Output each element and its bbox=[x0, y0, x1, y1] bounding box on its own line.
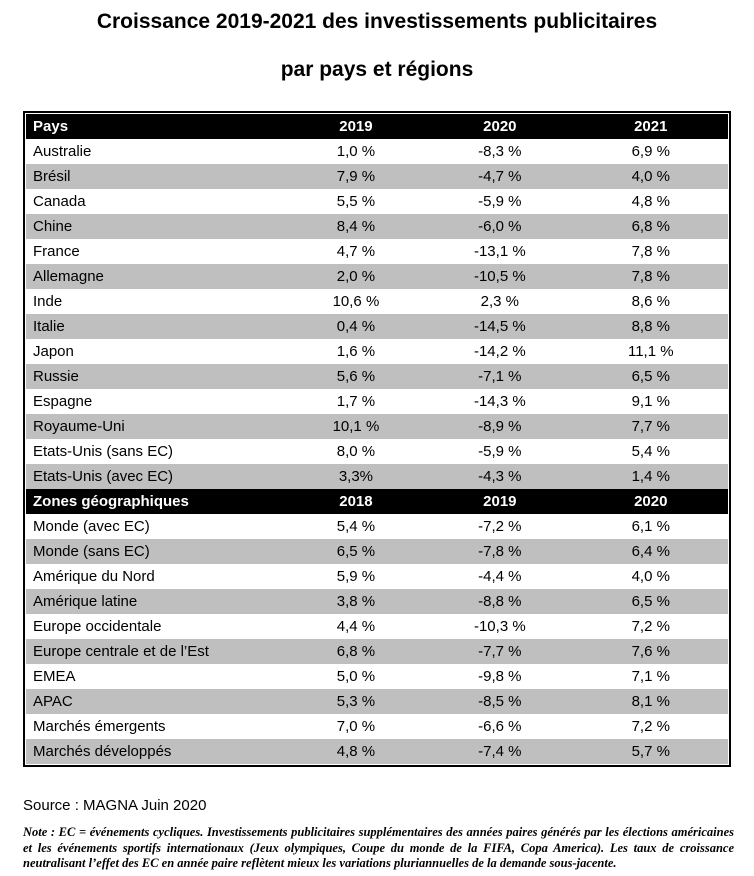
row-label: France bbox=[33, 243, 80, 260]
table-row bbox=[26, 189, 728, 214]
value-cell: 7,8 % bbox=[574, 264, 728, 289]
year-column-header: 2020 bbox=[574, 489, 728, 514]
row-label: Australie bbox=[33, 143, 92, 160]
value-cell: 4,0 % bbox=[574, 164, 728, 189]
value-cell: 5,5 % bbox=[336, 193, 376, 210]
value-cell: 6,5 % bbox=[286, 539, 426, 564]
value-cell: 8,8 % bbox=[574, 314, 728, 339]
value-cell: 8,1 % bbox=[574, 689, 728, 714]
row-label: Chine bbox=[26, 214, 286, 239]
table-row bbox=[26, 564, 728, 589]
growth-table-border bbox=[23, 111, 731, 767]
row-label: Europe occidentale bbox=[33, 618, 162, 635]
table-row bbox=[26, 464, 728, 489]
value-cell: 6,1 % bbox=[631, 518, 670, 535]
value-cell: 5,3 % bbox=[286, 689, 426, 714]
table-row bbox=[26, 214, 728, 239]
value-cell: -14,3 % bbox=[473, 393, 526, 410]
section-header-label: Pays bbox=[26, 114, 286, 139]
row-label: Etats-Unis (avec EC) bbox=[26, 464, 286, 489]
value-cell: 6,5 % bbox=[574, 589, 728, 614]
value-cell: -5,9 % bbox=[478, 443, 522, 460]
table-row bbox=[26, 689, 728, 714]
value-cell: 1,6 % bbox=[336, 343, 376, 360]
value-cell: 2,0 % bbox=[286, 264, 426, 289]
value-cell: -7,2 % bbox=[478, 518, 522, 535]
table-row bbox=[26, 264, 728, 289]
table-row bbox=[26, 139, 728, 164]
value-cell: 4,0 % bbox=[631, 568, 670, 585]
row-label: Monde (avec EC) bbox=[33, 518, 150, 535]
value-cell: 5,4 % bbox=[631, 443, 670, 460]
row-label: Europe centrale et de l’Est bbox=[26, 639, 286, 664]
value-cell: -10,3 % bbox=[473, 618, 526, 635]
value-cell: -4,7 % bbox=[426, 164, 573, 189]
table-row bbox=[26, 239, 728, 264]
row-label: Russie bbox=[26, 364, 286, 389]
table-row bbox=[26, 164, 728, 189]
growth-table bbox=[26, 114, 728, 764]
value-cell: 4,7 % bbox=[336, 243, 376, 260]
value-cell: 7,9 % bbox=[286, 164, 426, 189]
year-column-header: 2018 bbox=[286, 489, 426, 514]
value-cell: 6,4 % bbox=[574, 539, 728, 564]
value-cell: 3,3% bbox=[286, 464, 426, 489]
value-cell: -6,0 % bbox=[426, 214, 573, 239]
value-cell: 5,7 % bbox=[574, 739, 728, 764]
table-row bbox=[26, 514, 728, 539]
value-cell: 8,0 % bbox=[336, 443, 376, 460]
value-cell: -5,9 % bbox=[478, 193, 522, 210]
page-title-line-2: par pays et régions bbox=[280, 58, 474, 81]
row-label: Espagne bbox=[33, 393, 93, 410]
year-column-header: 2019 bbox=[426, 489, 573, 514]
value-cell: -7,7 % bbox=[426, 639, 573, 664]
value-cell: -8,3 % bbox=[478, 143, 522, 160]
value-cell: 4,8 % bbox=[631, 193, 670, 210]
value-cell: 7,2 % bbox=[631, 718, 670, 735]
value-cell: -7,8 % bbox=[426, 539, 573, 564]
row-label: Inde bbox=[33, 293, 63, 310]
value-cell: -7,1 % bbox=[426, 364, 573, 389]
row-label: Royaume-Uni bbox=[26, 414, 286, 439]
value-cell: 5,0 % bbox=[336, 668, 376, 685]
value-cell: 4,8 % bbox=[286, 739, 426, 764]
value-cell: 7,0 % bbox=[336, 718, 376, 735]
value-cell: -13,1 % bbox=[473, 243, 526, 260]
value-cell: -8,5 % bbox=[426, 689, 573, 714]
value-cell: 1,7 % bbox=[336, 393, 376, 410]
value-cell: 5,6 % bbox=[286, 364, 426, 389]
table-row bbox=[26, 389, 728, 414]
table-row bbox=[26, 614, 728, 639]
year-column-header: 2021 bbox=[574, 114, 728, 139]
row-label: Canada bbox=[33, 193, 86, 210]
value-cell: -14,5 % bbox=[426, 314, 573, 339]
value-cell: 0,4 % bbox=[286, 314, 426, 339]
section-header-row bbox=[26, 114, 728, 139]
value-cell: -8,8 % bbox=[426, 589, 573, 614]
row-label: Etats-Unis (sans EC) bbox=[33, 443, 174, 460]
value-cell: 8,4 % bbox=[286, 214, 426, 239]
row-label: APAC bbox=[26, 689, 286, 714]
value-cell: 10,6 % bbox=[332, 293, 380, 310]
value-cell: 6,8 % bbox=[286, 639, 426, 664]
page-title-line-1: Croissance 2019-2021 des investissements publicitaires bbox=[96, 10, 658, 33]
table-row bbox=[26, 414, 728, 439]
year-column-header: 2020 bbox=[426, 114, 573, 139]
table-row bbox=[26, 714, 728, 739]
value-cell: 7,8 % bbox=[631, 243, 670, 260]
value-cell: 2,3 % bbox=[480, 293, 519, 310]
table-row bbox=[26, 339, 728, 364]
table-row bbox=[26, 664, 728, 689]
table-row bbox=[26, 364, 728, 389]
value-cell: -14,2 % bbox=[473, 343, 526, 360]
table-row bbox=[26, 639, 728, 664]
value-cell: 1,4 % bbox=[574, 464, 728, 489]
table-row bbox=[26, 439, 728, 464]
note-text: Note : EC = événements cycliques. Investissements publicitaires supplémentaires des années paires générés par les élections américaines et les événements sportifs internationaux (Jeux olympiques, Coupe du monde de la FIFA, Copa America). Les taux de croissance neutralisant l’effet des EC en année paire reflètent mieux les variations pluriannuelles de la demande sous-jacente. bbox=[23, 825, 734, 870]
value-cell: 8,6 % bbox=[631, 293, 670, 310]
value-cell: -4,4 % bbox=[478, 568, 522, 585]
table-row bbox=[26, 289, 728, 314]
value-cell: 5,4 % bbox=[336, 518, 376, 535]
value-cell: 5,9 % bbox=[336, 568, 376, 585]
year-column-header: 2019 bbox=[286, 114, 426, 139]
row-label: Brésil bbox=[26, 164, 286, 189]
section-header-row bbox=[26, 489, 728, 514]
value-cell: 7,2 % bbox=[631, 618, 670, 635]
value-cell: 1,0 % bbox=[336, 143, 376, 160]
table-row bbox=[26, 589, 728, 614]
table-row bbox=[26, 314, 728, 339]
growth-table-body bbox=[26, 114, 728, 764]
value-cell: 7,6 % bbox=[574, 639, 728, 664]
value-cell: 7,1 % bbox=[631, 668, 670, 685]
value-cell: -4,3 % bbox=[426, 464, 573, 489]
row-label: Italie bbox=[26, 314, 286, 339]
row-label: Marchés émergents bbox=[33, 718, 166, 735]
value-cell: -6,6 % bbox=[478, 718, 522, 735]
value-cell: -10,5 % bbox=[426, 264, 573, 289]
value-cell: 9,1 % bbox=[631, 393, 670, 410]
value-cell: 10,1 % bbox=[286, 414, 426, 439]
row-label: EMEA bbox=[33, 668, 76, 685]
value-cell: -7,4 % bbox=[426, 739, 573, 764]
value-cell: 3,8 % bbox=[286, 589, 426, 614]
value-cell: -9,8 % bbox=[478, 668, 522, 685]
row-label: Amérique latine bbox=[26, 589, 286, 614]
value-cell: 6,9 % bbox=[631, 143, 670, 160]
row-label: Allemagne bbox=[26, 264, 286, 289]
value-cell: -8,9 % bbox=[426, 414, 573, 439]
source-line: Source : MAGNA Juin 2020 bbox=[23, 797, 207, 814]
table-row bbox=[26, 739, 728, 764]
value-cell: 6,5 % bbox=[574, 364, 728, 389]
row-label: Marchés développés bbox=[26, 739, 286, 764]
row-label: Japon bbox=[33, 343, 74, 360]
section-header-label: Zones géographiques bbox=[26, 489, 286, 514]
value-cell: 4,4 % bbox=[336, 618, 376, 635]
table-row bbox=[26, 539, 728, 564]
row-label: Amérique du Nord bbox=[33, 568, 155, 585]
value-cell: 11,1 % bbox=[627, 343, 674, 360]
row-label: Monde (sans EC) bbox=[26, 539, 286, 564]
value-cell: 7,7 % bbox=[574, 414, 728, 439]
value-cell: 6,8 % bbox=[574, 214, 728, 239]
